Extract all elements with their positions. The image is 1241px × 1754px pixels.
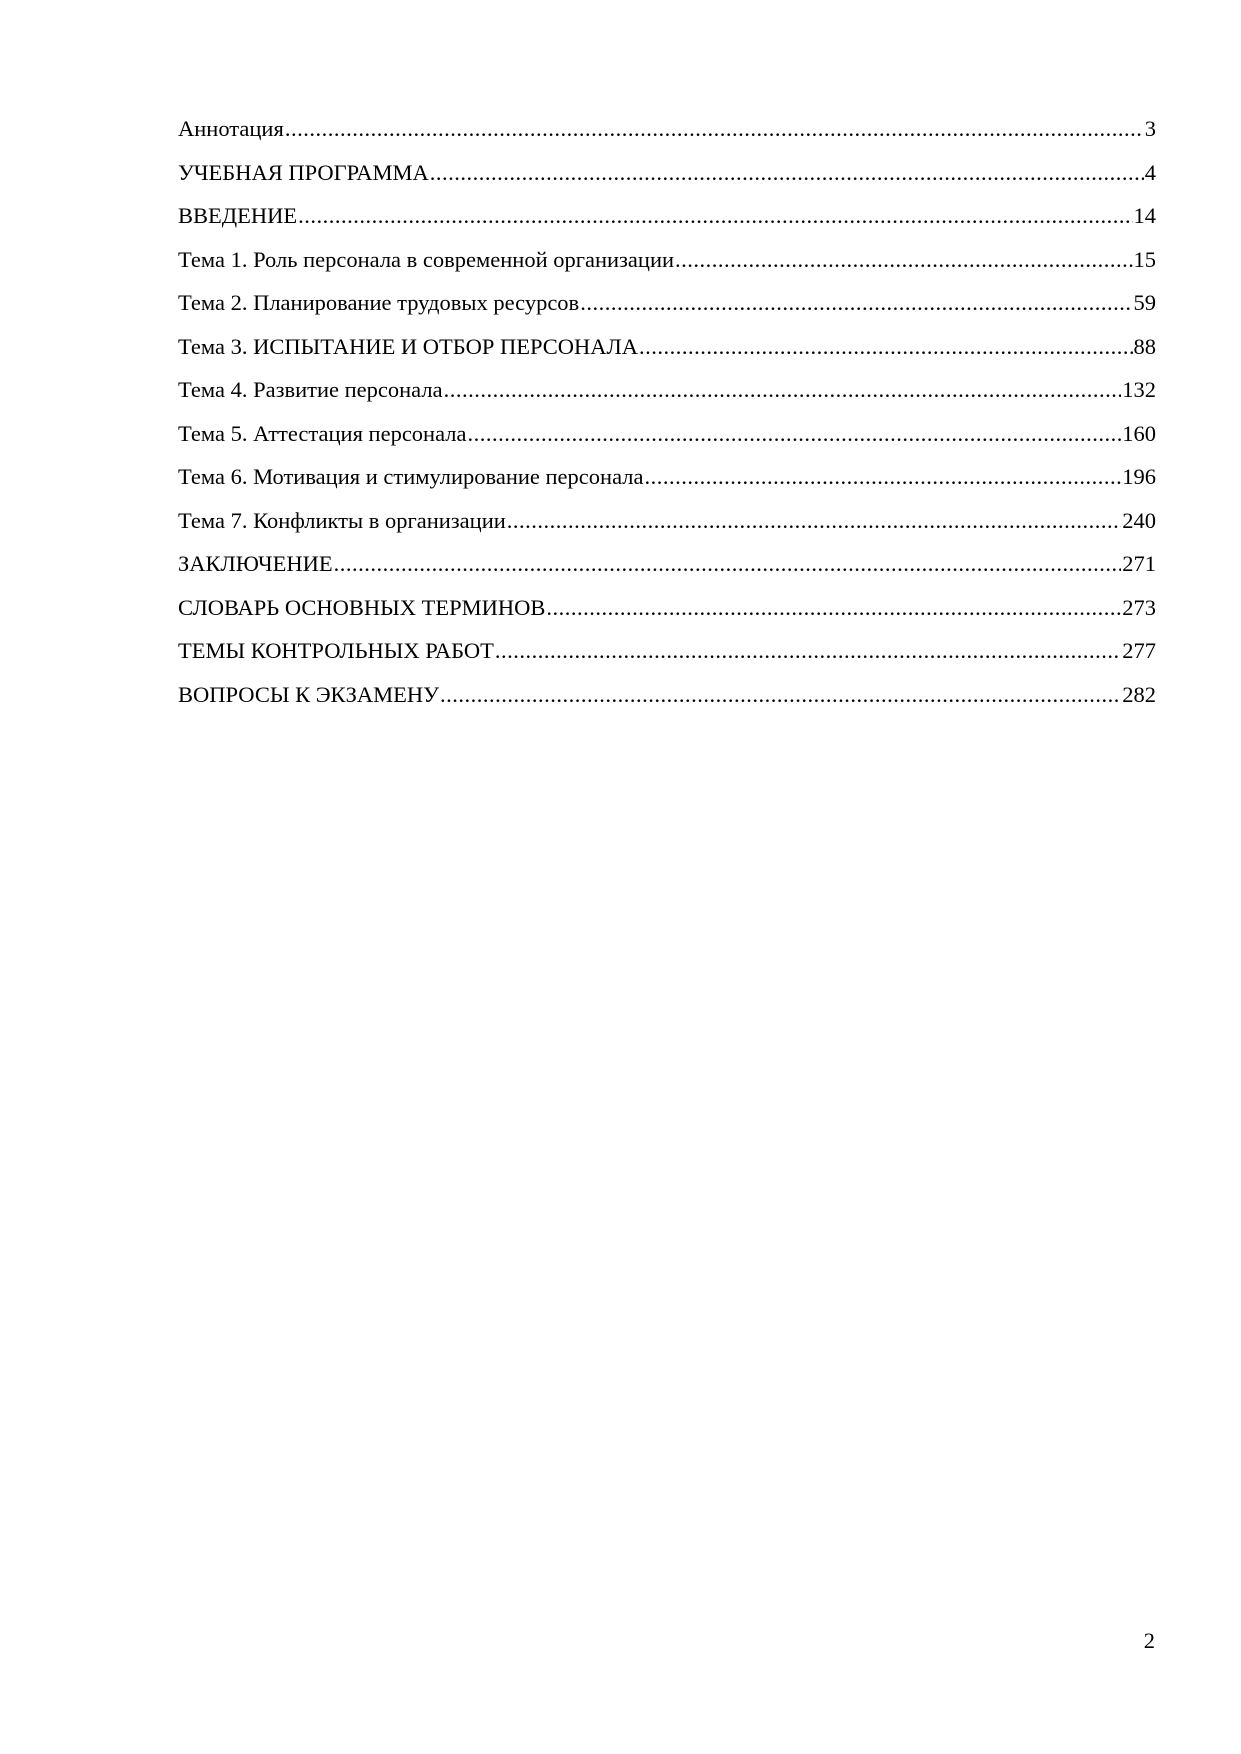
toc-entry-glossary[interactable] — [178, 594, 1156, 638]
toc-entry-title: Тема 1. Роль персонала в современной организации — [178, 246, 675, 272]
toc-entry-curriculum[interactable] — [178, 159, 1156, 203]
toc-entry-title: Тема 7. Конфликты в организации — [178, 507, 506, 533]
toc-entry-page: 4 — [1144, 159, 1156, 185]
toc-entry-page: 15 — [1133, 246, 1156, 272]
table-of-contents — [178, 115, 1156, 724]
toc-dot-leader — [546, 594, 1121, 622]
toc-entry-page: 273 — [1122, 594, 1156, 620]
toc-entry-page: 282 — [1122, 681, 1156, 707]
toc-entry-topic-7[interactable] — [178, 507, 1156, 551]
toc-entry-title: УЧЕБНАЯ ПРОГРАММА — [178, 159, 429, 185]
toc-entry-title: СЛОВАРЬ ОСНОВНЫХ ТЕРМИНОВ — [178, 594, 546, 620]
toc-entry-page: 88 — [1133, 333, 1156, 359]
toc-entry-exam-questions[interactable] — [178, 681, 1156, 725]
toc-dot-leader — [507, 507, 1121, 535]
toc-entry-page: 14 — [1133, 203, 1156, 228]
toc-entry-title: ВВЕДЕНИЕ — [178, 203, 298, 228]
toc-entry-page: 160 — [1122, 420, 1156, 446]
toc-entry-topic-1[interactable] — [178, 246, 1156, 290]
toc-dot-leader — [675, 246, 1132, 274]
toc-entry-page: 59 — [1133, 290, 1156, 315]
toc-entry-title: Тема 5. Аттестация персонала — [178, 420, 467, 446]
toc-dot-leader — [440, 681, 1121, 709]
toc-entry-title: ВОПРОСЫ К ЭКЗАМЕНУ — [178, 681, 440, 707]
toc-dot-leader — [298, 202, 1132, 230]
toc-entry-introduction[interactable] — [178, 202, 1156, 246]
toc-dot-leader — [639, 333, 1133, 361]
toc-dot-leader — [285, 115, 1144, 143]
toc-entry-page: 3 — [1144, 116, 1156, 141]
toc-entry-title: Тема 4. Развитие персонала — [178, 377, 443, 402]
toc-entry-title: Тема 6. Мотивация и стимулирование персонала — [178, 464, 644, 489]
toc-entry-conclusion[interactable] — [178, 550, 1156, 594]
toc-entry-page: 196 — [1122, 464, 1156, 489]
toc-entry-annotation[interactable] — [178, 115, 1156, 159]
toc-entry-topic-2[interactable] — [178, 289, 1156, 333]
toc-entry-topic-5[interactable] — [178, 420, 1156, 464]
toc-entry-title: Тема 3. ИСПЫТАНИЕ И ОТБОР ПЕРСОНАЛА — [178, 333, 638, 359]
page-number: 2 — [1143, 1628, 1155, 1653]
toc-entry-page: 240 — [1122, 507, 1156, 533]
toc-entry-page: 271 — [1122, 551, 1156, 576]
toc-entry-page: 132 — [1122, 377, 1156, 402]
toc-dot-leader — [495, 637, 1121, 665]
toc-entry-title: ЗАКЛЮЧЕНИЕ — [178, 551, 333, 576]
toc-entry-topic-4[interactable] — [178, 376, 1156, 420]
toc-entry-topic-6[interactable] — [178, 463, 1156, 507]
toc-entry-test-topics[interactable] — [178, 637, 1156, 681]
toc-dot-leader — [644, 463, 1121, 491]
toc-entry-title: ТЕМЫ КОНТРОЛЬНЫХ РАБОТ — [178, 638, 494, 663]
toc-entry-page: 277 — [1122, 638, 1156, 663]
toc-dot-leader — [430, 159, 1144, 187]
toc-entry-topic-3[interactable] — [178, 333, 1156, 377]
toc-entry-title: Тема 2. Планирование трудовых ресурсов — [178, 290, 580, 315]
toc-entry-title: Аннотация — [178, 116, 284, 141]
toc-dot-leader — [468, 420, 1122, 448]
toc-dot-leader — [580, 289, 1132, 317]
toc-dot-leader — [444, 376, 1122, 404]
toc-dot-leader — [334, 550, 1122, 578]
